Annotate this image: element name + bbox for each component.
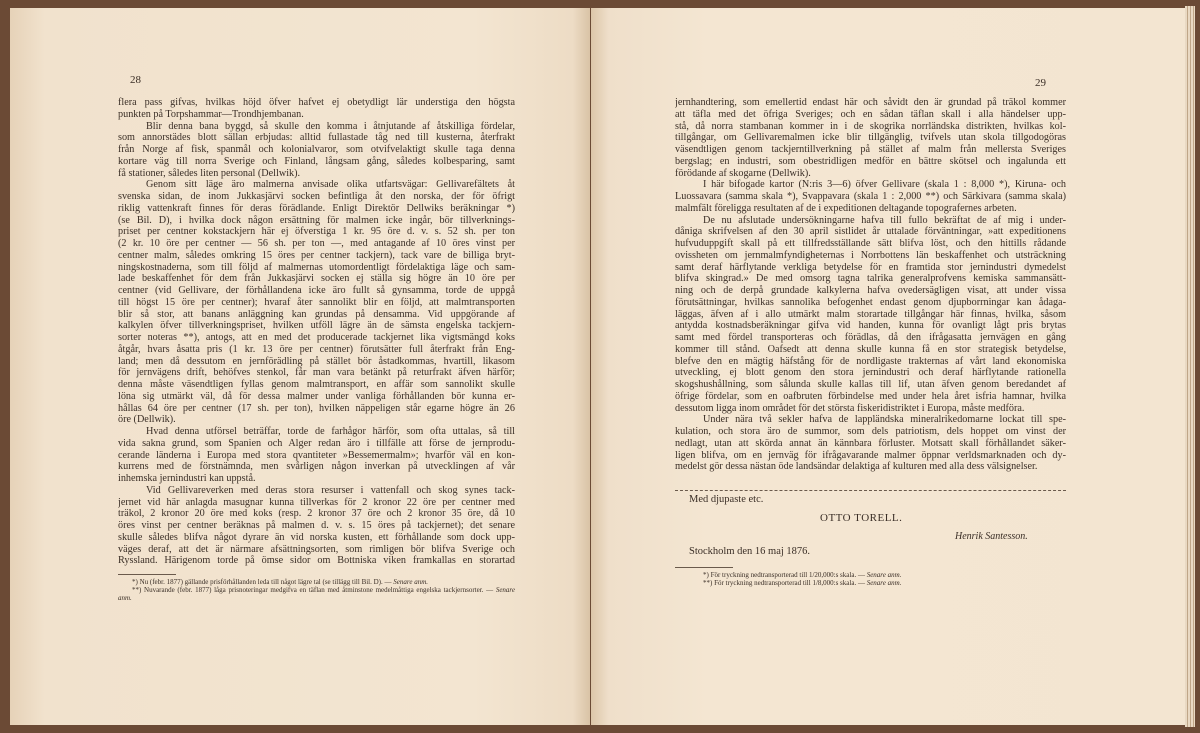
text-line: De nu afslutade undersökningarne hafva till fullo bekräftat de af mig i under-	[703, 214, 1066, 226]
page-edges	[1185, 6, 1195, 727]
text-line: Blir denna bana byggd, så skulle den komma i åtnjutande af åtskilliga fördelar,	[146, 120, 515, 132]
text-line: jernhandtering, som emellertid endast här och såvidt den är grundad på träkol kommer	[675, 97, 1066, 108]
text-line: tillgångar, om Gellivaremalmen icke blir tillgänglig, tvifvels utan skola tillgodogöras	[675, 132, 1066, 144]
text-line: kulation, och stora äro de summor, som dels patriotism, dels hoppet om vinst der	[675, 426, 1066, 437]
text-line: vida sakna grund, som Spanien och Alger redan äro i tillfälle att förse de jernprodu-	[118, 437, 515, 449]
text-line: I här bifogade kartor (N:ris 3—6) öfver Gellivare (skala 1 : 8,000 *), Kiruna- och	[703, 179, 1066, 191]
text-line: stå, då norra stambanan kommer in i de skogrika norrländska distrikten, hvilkas kol-	[675, 120, 1066, 132]
text-line: hufvuduppgift skall på ett tillfredsställande sätt blifva löst, och den hittills rådande	[675, 238, 1066, 249]
text-line: att täfla med det öfriga Sveriges; och en sådan täflan skall i alla händelser upp-	[675, 108, 1066, 120]
right-page	[591, 8, 1185, 725]
text-line: sorter noteras **), antogs, att en med det producerade tackjernet lika vigtsmängd koks	[118, 332, 515, 343]
dashed-separator	[675, 490, 1066, 491]
left-page	[10, 8, 590, 725]
text-line: Under nära två sekler hafva de lappländska mineralrikedomarne lockat till spe-	[703, 414, 1066, 426]
text-line: öres vinst per centner beräknas på malmen d. v. s. 15 öres på tackjernet); det senare	[118, 520, 515, 531]
text-line: dessutom ligga inom området för det största fiskeridistriktet i Europa, måste medföra.	[675, 402, 1025, 414]
footnote	[689, 571, 989, 579]
text-line: denna måste väsendtligen fyllas genom malmtransport, en affär som sannolikt skulle	[118, 379, 515, 390]
text-line: väges deraf, att det är närmare afsättningsorten, som rimligen bör blifva Sverige och	[118, 543, 515, 555]
paragraph	[118, 426, 515, 485]
footnotes	[118, 578, 515, 603]
text-line: förödande af skogarne (Dellwik).	[675, 167, 811, 179]
closing: Med djupaste etc.	[689, 494, 764, 505]
text-line: ningskostnaderna, som till följd af malmernas utomordentligt fördelaktiga läge och sam-	[118, 261, 515, 273]
text-line: Luossavara (samma skala *), Svappavara (skala 1 : 2,000 **) och Särkivara (samma skala)	[675, 191, 1066, 202]
text-line: medelst gör dessa nästan öde landsändar delaktiga af kulturen med alla dess välsignelser.	[675, 461, 1038, 473]
page-number: 28	[130, 74, 141, 86]
text-line: kortare väg till norra Sverige och Finland, långsam gång, således kolbesparing, samt	[118, 155, 515, 167]
paragraph	[118, 97, 515, 121]
text-line: få stationer, således liten personal (Dellwik).	[118, 167, 301, 179]
text-line: (se Bil. D), i hvilka dock någon ersättning för malmen icke ingår, bör tillverknings-	[118, 214, 515, 226]
text-line: hållas 64 öre per centner (17 sh. per ton), hvilken näppeligen står egarne högre än 26	[118, 402, 515, 414]
text-line: centner malm, således omkring 15 öres per centner tackjern), tack vare de billiga bryt-	[118, 249, 515, 261]
text-line: ning och de derpå grundade kalkylerna hafva ovedersägligen visat, att under vissa	[675, 285, 1066, 296]
paragraph	[118, 121, 515, 180]
text-line: för jernvägens drift, behöfves stenkol, får man vara betänkt på returfrakt äfven härför;	[118, 367, 515, 379]
text-line: Hvad denna utförsel beträffar, torde de farhågor härför, som ofta uttalas, så till	[146, 426, 515, 437]
text-line: inhemska jernindustri kan uppstå.	[118, 473, 256, 484]
text-line: kurrens med de förstnämnda, men svårligen någon inverkan på utvecklingen af vår	[118, 461, 515, 473]
text-line: (2 kr. 10 öre per centner — 56 sh. per ton —, med antagande af 10 öres vinst per	[118, 238, 515, 249]
text-line: flera pass gifvas, hvilkas höjd öfver hafvet ej obetydligt lär understiga den högsta	[118, 97, 515, 108]
cosigner: Henrik Santesson.	[955, 531, 1028, 542]
paragraph	[675, 97, 1066, 179]
text-line: blefve den en mägtig häfstång för de nordligaste trakternas af vårt land ekonomiska	[675, 355, 1066, 367]
footnote-rule	[675, 567, 733, 568]
text-line: nedlagt, utan att skörda annat än kännbara förluster. Motsatt skall förhållandet säker-	[675, 437, 1066, 449]
place-date: Stockholm den 16 maj 1876.	[689, 546, 811, 557]
footnote-note: Senare anm.	[118, 586, 516, 603]
text-line: skogshushållning, som sålunda skulle kallas till lif, utan äfven genom beredandet af	[675, 379, 1066, 390]
text-line: svenska sidan, de inom Jukkasjärvi socken befintliga åt den norska, der för öfrigt	[118, 191, 515, 202]
text-line: priset per centner kokstackjern här ej öfverstiga 1 kr. 95 öre d. v. s. 52 sh. per ton	[118, 226, 515, 238]
footnote	[689, 579, 989, 587]
footnote-text: *) För tryckning nedtransporterad till 1/20,000:s skala. —	[703, 571, 865, 579]
text-line: förutsättningar, hvilkas sannolika befogenhet endast genom djupborrningar kan ådaga-	[675, 296, 1066, 308]
footnote	[118, 578, 515, 586]
text-line: ligen blifva, om en jernväg för ifrågavarande malmer öppnar verldsmarknaden och dy-	[675, 449, 1066, 461]
footnote-text: **) För tryckning nedtransporterad till 1/8,000:s skala. —	[703, 579, 865, 588]
text-line: samt med fördel transporteras och förädlas, då den ifrågasatta jernvägen en gång	[675, 332, 1066, 343]
text-line: från Norge af fisk, spanmål och kolonialvaror, som otvifvelaktigt skulle taga denna	[118, 144, 515, 155]
signature: OTTO TORELL.	[820, 512, 903, 524]
text-line: riklig vattenkraft finnes för deras förädlande. Enligt Direktör Dellwiks beräkningar *)	[118, 202, 515, 214]
footnote	[118, 586, 515, 602]
text-line: malmfält föreligga resultaten af de i expeditionen deltagande topografernes arbeten.	[675, 202, 1017, 214]
text-line: dåniga skrifvelsen af den 30 april sistlidet år uttalade förväntningar, »att expeditionens	[675, 226, 1066, 238]
footnote-rule	[118, 574, 176, 575]
text-line: utveckling, ej blott genom den stora jernindustri och deraf härflytande rationella	[675, 367, 1066, 379]
text-line: åtgår, hvars åsatta pris (1 kr. 13 öre per centner) förutsätter full återfrakt från Eng-	[118, 343, 515, 355]
text-line: blir så stor, att banans anläggning kan grundas på densamma. Vid uppgörande af	[118, 308, 515, 320]
page-number: 29	[1035, 77, 1046, 89]
text-line: kalkylen öfver tillverkningspriset, hvilken utföll lägre än de sämsta engelska tackjern-	[118, 320, 515, 332]
text-line: öfrige fördelar, som en oafbruten förbindelse med under hela året isfria hamnar, hvilka	[675, 390, 1066, 402]
text-line: land; men då dessutom en jernförädling på stället bör åstadkommas, hvartill, likasom	[118, 355, 515, 367]
paragraph	[118, 179, 515, 426]
text-line: läggas, äfven af i allo utmärkt malm storartade tillgångar här finnas, hvilka, såsom	[675, 308, 1066, 320]
footnote-text: *) Nu (febr. 1877) gällande prisförhållanden leda till något lägre tal (se tillägg till Bil. D). —	[132, 578, 392, 586]
text-line: bergslag; en industri, som obestridligen medför en bättre skötsel och ingalunda ett	[675, 155, 1066, 167]
text-line: öre (Dellwik).	[118, 414, 176, 426]
paragraph	[675, 179, 1066, 214]
text-line: Vid Gellivareverken med deras stora resurser i vattenfall och skog synes tack-	[146, 484, 515, 496]
text-line: som annorstädes blott sällan erbjudas: alltid fullastade tåg ned till kusterna, återfrakt	[118, 132, 515, 144]
text-line: centner (vid Gellivare, der förhållandena icke äro fullt så gynsamma, torde de uppgå	[118, 285, 515, 296]
paragraph	[675, 215, 1066, 415]
text-line: samt deraf härflytande verkliga betydelse för en framtida stor jernindustri dymedelst	[675, 261, 1066, 273]
text-line: ovissheten om jernmalmfyndigheternas i Norrbottens län beskaffenhet och utsträckning	[675, 249, 1066, 261]
text-line: löna sig utmärkt väl, då för dessa malmer under vanliga förhållanden bör kunna er-	[118, 390, 515, 402]
text-line: punkten på Torpshammar—Trondhjembanan.	[118, 108, 304, 120]
text-line: jernet vid här anlagda masugnar kunna tillverkas för 2 kronor 22 öre per centner med	[118, 496, 515, 508]
footnote-note: Senare anm.	[866, 579, 902, 588]
footnote-text: **) Nuvarande (febr. 1877) låga prisnoteringar medgifva en täflan med åtminstone medelmåttiga engelska tackjernsorter. —	[132, 586, 494, 595]
text-line: Ryssland. Härigenom torde på ömse sidor om Bottniska viken framkallas en storartad	[118, 555, 515, 567]
footnote-note: Senare anm.	[866, 571, 902, 579]
text-line: kommer till stånd. Oafsedt att denna skulle kunna få en stor strategisk betydelse,	[675, 343, 1066, 355]
paragraph	[675, 414, 1066, 473]
paragraph	[118, 485, 515, 567]
text-line: till högst 15 öre per centner); hvaraf åter sannolikt blir en följd, att malmtransporten	[118, 296, 515, 308]
text-line: väsendtligen genom tackjerntillverkning på stället af malm från mellersta Sveriges	[675, 144, 1066, 155]
text-line: träkol, 2 kronor 20 öre med koks (resp. 2 kronor 37 öre och 2 kronor 35 öre, då 10	[118, 508, 515, 520]
footnote-note: Senare anm.	[393, 578, 428, 586]
footnotes	[689, 571, 989, 587]
text-line: skulle således blifva något dyrare än vid norska kusten, ett förhållande som dock upp-	[118, 531, 515, 543]
text-line: lade beskaffenhet för dem från Jukkasjärvi socken ej ställa sig högre än 10 öre per	[118, 273, 515, 285]
text-line: blifva skingrad.» De med omsorg tagna talrika generalprofvens kemiska sammansätt-	[675, 273, 1066, 285]
text-line: antydda kostnadsberäkningar gifva vid handen, kunna för ovanligt lågt pris brytas	[675, 320, 1066, 332]
page-body	[118, 97, 515, 567]
text-line: cerande länderna i Europa med stora qvantiteter »Bessemermalm»; hvarför väl en kon-	[118, 449, 515, 461]
text-line: Genom sitt läge äro malmerna anvisade olika utfartsvägar: Gellivarefältets åt	[146, 179, 515, 191]
page-body	[675, 97, 1066, 473]
